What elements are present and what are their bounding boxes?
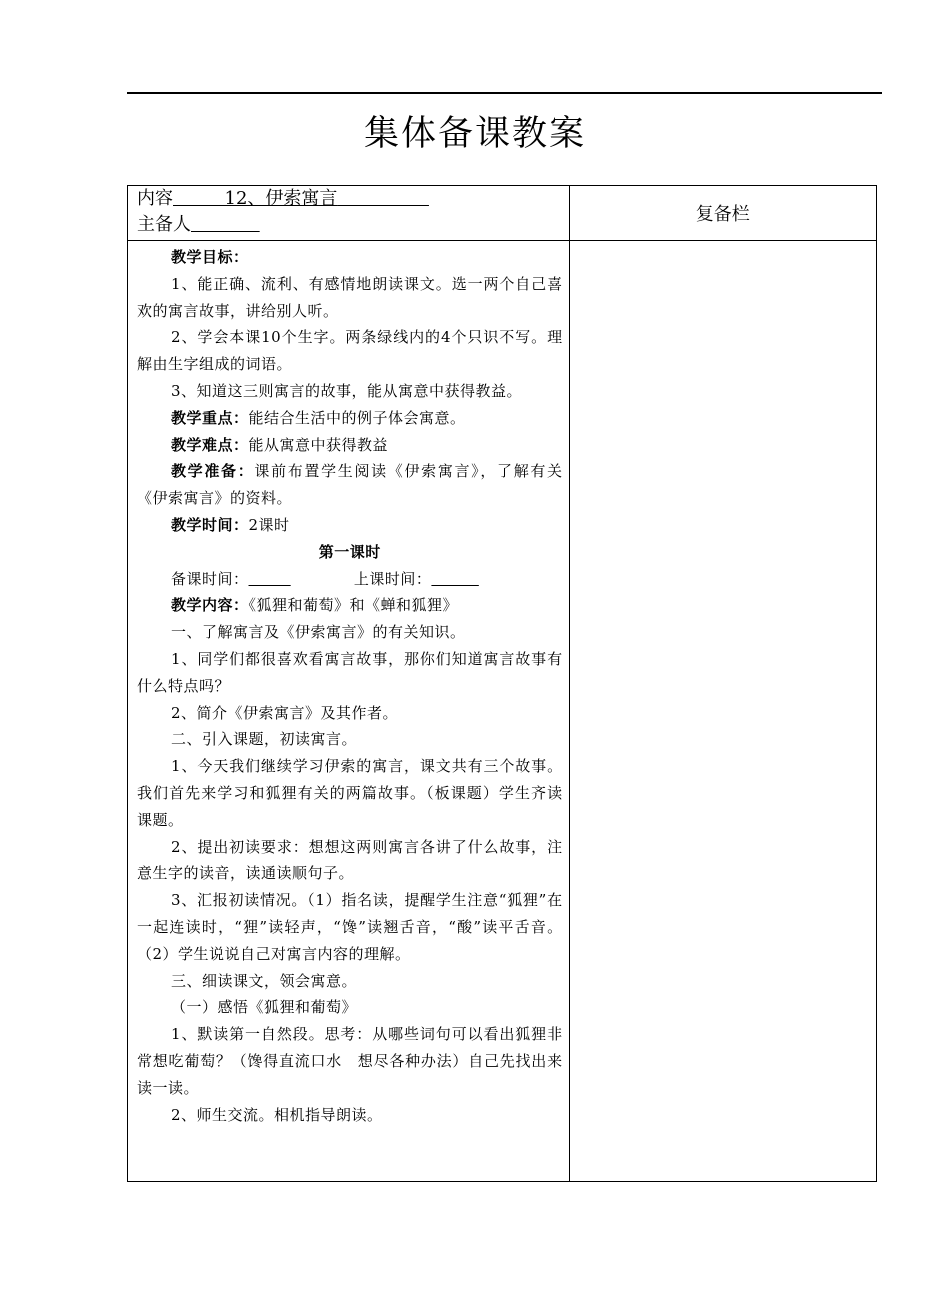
header-row bbox=[128, 186, 877, 241]
body-paragraph bbox=[137, 1102, 563, 1129]
body-paragraph bbox=[137, 378, 563, 405]
paragraph-heading: 教学内容： bbox=[171, 596, 249, 615]
paragraph-text: 2、提出初读要求：想想这两则寓言各讲了什么故事，注意生字的读音，读通读顺句子。 bbox=[137, 837, 563, 883]
top-rule bbox=[127, 92, 882, 94]
paragraph-text: （一）感悟《狐狸和葡萄》 bbox=[171, 998, 358, 1017]
paragraph-text: 2、师生交流。相机指导朗读。 bbox=[171, 1105, 383, 1124]
lesson-plan-table bbox=[127, 185, 877, 1182]
body-paragraph bbox=[137, 432, 563, 459]
paragraph-text: 2课时 bbox=[248, 515, 290, 534]
body-paragraph bbox=[137, 968, 563, 995]
paragraph-heading: 教学准备： bbox=[171, 462, 255, 481]
class-time-label: 上课时间： bbox=[353, 569, 432, 588]
author-row bbox=[137, 212, 569, 238]
paragraph-heading: 教学重点： bbox=[171, 408, 249, 427]
paragraph-heading: 教学目标： bbox=[171, 248, 249, 266]
body-paragraph bbox=[137, 753, 563, 833]
page-title: 集体备课教案 bbox=[363, 114, 586, 154]
body-paragraph bbox=[137, 834, 563, 888]
paragraph-heading: 教学时间： bbox=[171, 515, 249, 534]
body-paragraph bbox=[137, 619, 563, 646]
body-paragraph bbox=[137, 994, 563, 1021]
paragraph-text: 二、引入课题，初读寓言。 bbox=[171, 730, 358, 749]
paragraph-text: 1、今天我们继续学习伊索的寓言，课文共有三个故事。我们首先来学习和狐狸有关的两篇故事。（板课题）学生齐读课题。 bbox=[137, 757, 563, 829]
body-paragraph bbox=[137, 244, 563, 271]
content-row bbox=[137, 186, 569, 212]
review-column-body bbox=[569, 241, 876, 1182]
body-paragraph bbox=[137, 512, 563, 539]
paragraph-text: 3、汇报初读情况。（1）指名读，提醒学生注意“狐狸”在一起连读时，“狸”读轻声，“馋”读翘舌音，“酸”读平舌音。（2）学生说说自己对寓言内容的理解。 bbox=[137, 891, 563, 963]
time-gap bbox=[291, 570, 354, 588]
body-paragraph bbox=[137, 726, 563, 753]
review-column-header: 复备栏 bbox=[569, 186, 876, 241]
body-paragraph bbox=[137, 646, 563, 700]
paragraph-text: 3、知道这三则寓言的故事，能从寓意中获得教益。 bbox=[171, 381, 523, 400]
paragraph-text: 2、学会本课10个生字。两条绿线内的4个只识不写。理解由生字组成的词语。 bbox=[137, 328, 563, 374]
paragraph-text: 能从寓意中获得教益 bbox=[248, 435, 389, 454]
content-value: 12、伊索寓言 bbox=[224, 188, 338, 209]
body-paragraph bbox=[137, 592, 563, 619]
paragraph-text: 能结合生活中的例子体会寓意。 bbox=[248, 408, 466, 427]
paragraph-text: 1、同学们都很喜欢看寓言故事，那你们知道寓言故事有什么特点吗？ bbox=[137, 649, 563, 695]
paragraph-text: 《狐狸和葡萄》和《蝉和狐狸》 bbox=[248, 596, 459, 615]
body-paragraph bbox=[137, 1021, 563, 1101]
body-paragraph bbox=[137, 271, 563, 325]
paragraph-text: 一、了解寓言及《伊索寓言》的有关知识。 bbox=[171, 623, 466, 642]
body-paragraph bbox=[137, 405, 563, 432]
prep-time-label: 备课时间： bbox=[171, 569, 249, 588]
header-cell bbox=[128, 186, 570, 241]
content-label: 内容 bbox=[137, 188, 173, 209]
body-paragraph bbox=[137, 887, 563, 967]
author-label: 主备人 bbox=[137, 214, 191, 235]
class-time-blank bbox=[431, 570, 478, 588]
body-paragraph bbox=[137, 700, 563, 727]
content-underline bbox=[173, 188, 429, 209]
paragraph-text: 课前布置学生阅读《伊索寓言》，了解有关《伊索寓言》的资料。 bbox=[137, 462, 563, 508]
paragraph-text: 三、细读课文，领会寓意。 bbox=[171, 971, 358, 990]
paragraph-text: 1、默读第一自然段。思考：从哪些词句可以看出狐狸非常想吃葡萄？（馋得直流口水 想尽各种办法）自己先找出来读一读。 bbox=[137, 1025, 563, 1097]
prep-time-blank bbox=[249, 570, 291, 588]
author-blank bbox=[191, 214, 260, 235]
time-row bbox=[137, 566, 563, 593]
paragraph-text: 2、简介《伊索寓言》及其作者。 bbox=[171, 703, 399, 722]
body-row bbox=[128, 241, 877, 1182]
body-paragraph bbox=[137, 324, 563, 378]
body-paragraph bbox=[137, 458, 563, 512]
section-title: 第一课时 bbox=[318, 542, 381, 561]
lesson-body bbox=[128, 241, 570, 1182]
paragraph-heading: 教学难点： bbox=[171, 435, 249, 454]
paragraph-text: 1、能正确、流利、有感情地朗读课文。选一两个自己喜欢的寓言故事，讲给别人听。 bbox=[137, 274, 563, 320]
